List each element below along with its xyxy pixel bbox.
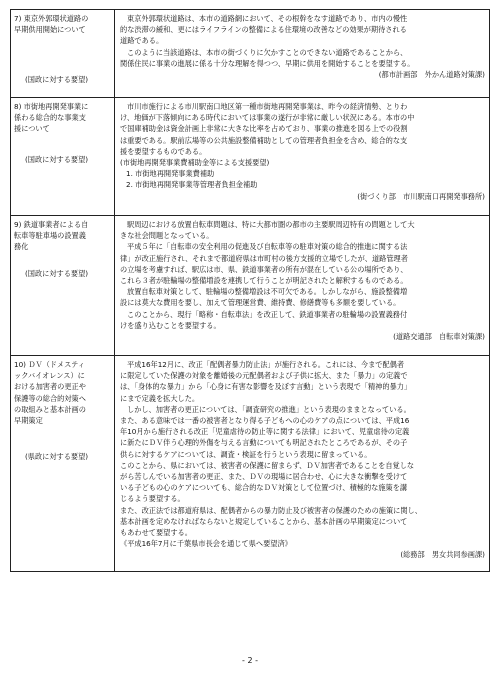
request-target: (国政に対する要望) [25, 269, 89, 278]
request-title-line: 8) 市街地再開発事業に [14, 102, 89, 111]
request-title-line: ックバイオレンス）に [14, 371, 85, 381]
request-target: (県政に対する要望) [25, 452, 89, 461]
body-line: の立場を考慮すれば、駅広は市、県、鉄道事業者の所有が混在している公の場所であり、 [120, 264, 408, 274]
body-line: 道路である。 [120, 36, 164, 46]
body-line: このことから、県においては、被害者の保護に留まらず、ＤＶ加害者であることを自覚しな [120, 460, 415, 470]
request-title-cell [11, 98, 115, 215]
body-line: 的な渋滞の緩和、更にはライフラインの整備による住環境の改善などの効果が期待される [120, 25, 407, 35]
body-line: 平成16年12月に、改正「配偶者暴力防止法」が施行される。これには、今まで配偶者 [127, 360, 405, 369]
body-line: これら３者が駐輪場の整備増設を連携して行うことが明記されたと解釈するものである。 [120, 276, 408, 286]
body-line: 平成５年に「自転車の安全利用の促進及び自転車等の駐車対策の総合的推進に関する法 [127, 242, 408, 252]
body-line: 放置自転車対策として、駐輪場の整備増設は不可欠である。しかしながら、施設整備増 [127, 287, 408, 297]
body-line: もあわせて要望する。 [120, 528, 192, 538]
request-body-cell [115, 216, 489, 355]
body-line: (市街地再開発事業費補助金等による支援要望) [120, 158, 270, 168]
request-target: (国政に対する要望) [25, 155, 89, 164]
request-title-cell [11, 10, 115, 97]
list-item: 2. 市街地再開発事業等管理者負担金補助 [126, 180, 258, 190]
body-line: 基本計画を定めなければならないと規定していることから、基本計画の早期策定について [120, 516, 408, 526]
request-title-cell [11, 356, 115, 571]
body-line: 《平成16年7月に千葉県市長会を通じて県へ要望済》 [120, 539, 292, 549]
request-title-line: 務化 [14, 242, 29, 252]
request-row-7 [11, 10, 489, 97]
request-title-line: 援について [14, 124, 50, 134]
department-signature: (街づくり部 市川駅南口再開発事務所) [357, 191, 485, 201]
request-title-line: 係わる総合的な事業支 [14, 113, 86, 123]
request-title-line: 早期供用開始について [14, 25, 86, 35]
body-line: このように当該道路は、本市の街づくりに欠かすことのできない道路であることから、 [127, 47, 408, 57]
department-signature: (総務部 男女共同参画課) [400, 550, 485, 560]
page-number: - 2 - [242, 656, 258, 665]
body-line: 供らに対するケアについては、調査・検証を行うという表現に留まっている。 [120, 449, 372, 459]
body-line: は、「身体的な暴力」から「心身に有害な影響を及ぼす言動」という表現で「精神的暴力」 [120, 382, 412, 392]
request-body-cell [115, 10, 489, 97]
body-line: は重要である。駅前広場等の公共施設整備補助としての管理者負担金を含め、総合的な支 [120, 135, 408, 145]
request-row-8 [11, 97, 489, 215]
body-line: 援を要望するものである。 [120, 146, 207, 156]
request-row-9 [11, 215, 489, 355]
request-target: (国政に対する要望) [25, 75, 89, 84]
department-signature: (道路交通部 自転車対策課) [393, 332, 485, 342]
body-line: このことから、現行「略称・自転車法」を改正して、鉄道事業者の駐輪場の設置義務付 [127, 309, 408, 319]
body-line: 市川市施行による市川駅南口地区第一種市街地再開発事業は、昨今の経済情勢、とりわ [127, 102, 408, 111]
body-line: 年10月から施行される改正「児童虐待の防止等に関する法律」において、児童虐待の定義 [120, 427, 410, 437]
body-line: で国庫補助金は資金計画上非常に大きな比率を占めており、事業の推進を図る上での役割 [120, 124, 408, 134]
request-title-line: 10) ＤＶ（ドメスティ [14, 360, 85, 369]
body-line: に限定していた保護の対象を離婚後の元配偶者および子供に拡大、また「暴力」の定義で [120, 371, 408, 381]
body-line: 駅周辺における放置自転車問題は、特に大都市圏の都市の主要駅周辺特有の問題として大 [127, 220, 415, 229]
list-item: 1. 市街地再開発事業費補助 [126, 169, 215, 179]
request-row-10 [11, 355, 489, 571]
body-line: じるよう要望する。 [120, 494, 185, 504]
request-title-line: 早期策定 [14, 416, 43, 426]
body-line: 設には莫大な費用を要し、加えて管理運営費、維持費、修繕費等も多額を要している。 [120, 298, 401, 308]
body-line: けを盛り込むことを要望する。 [120, 320, 221, 330]
body-line: きな社会問題となっている。 [120, 231, 214, 241]
request-title-line: 7) 東京外郭環状道路の [14, 14, 89, 23]
request-title-cell [11, 216, 115, 355]
body-line: また、改正法では都道府県は、配偶者からの暴力防止及び被害者の保護のための施策に関し、 [120, 505, 422, 515]
body-line: に新たにＤＶ伴う心理的外傷を与える言動についても明記されたところであるが、その子 [120, 438, 408, 448]
requests-table [10, 9, 490, 572]
request-title-line: 9) 鉄道事業者による自 [14, 220, 89, 229]
request-title-line: の取組みと基本計画の [14, 404, 86, 414]
body-line: がら苦しんでいる加害者の更正、また、ＤＶの現場に居合わせ、心に大きな衝撃を受けて [120, 472, 408, 482]
body-line: け、地価が下落傾向にある時代においては事業の遂行が非常に厳しい状況にある。本市の中 [120, 113, 415, 123]
request-title-line: 転車等駐車場の設置義 [14, 231, 86, 241]
body-line: 東京外郭環状道路は、本市の道路網において、その根幹をなす道路であり、市内の慢性 [127, 14, 408, 23]
request-title-line: おける加害者の更正や [14, 382, 86, 392]
department-signature: (都市計画部 外かん道路対策課) [378, 70, 485, 80]
request-body-cell [115, 356, 489, 571]
body-line: 関係住民に事業の進展に係る十分な理解を得つつ、早期に供用を開始することを要望する。 [120, 58, 415, 68]
request-body-cell [115, 98, 489, 215]
body-line: 律」が改正施行され、それまで都道府県は市町村の後方支援的立場でしたが、道路管理者 [120, 253, 408, 263]
body-line: また、ある意味では一番の被害者となり得る子どもへの心のケアの点については、平成16 [120, 416, 410, 426]
body-line: にまで定義を拡大した。 [120, 393, 200, 403]
request-title-line: 保護等の総合的対策へ [14, 393, 86, 403]
body-line: いる子どもの心のケアについても、総合的なＤＶ対策として位置づけ、積極的な施策を講 [120, 483, 408, 493]
body-line: しかし、加害者の更正については、「調査研究の推進」という表現のままとなっている。 [127, 404, 411, 414]
